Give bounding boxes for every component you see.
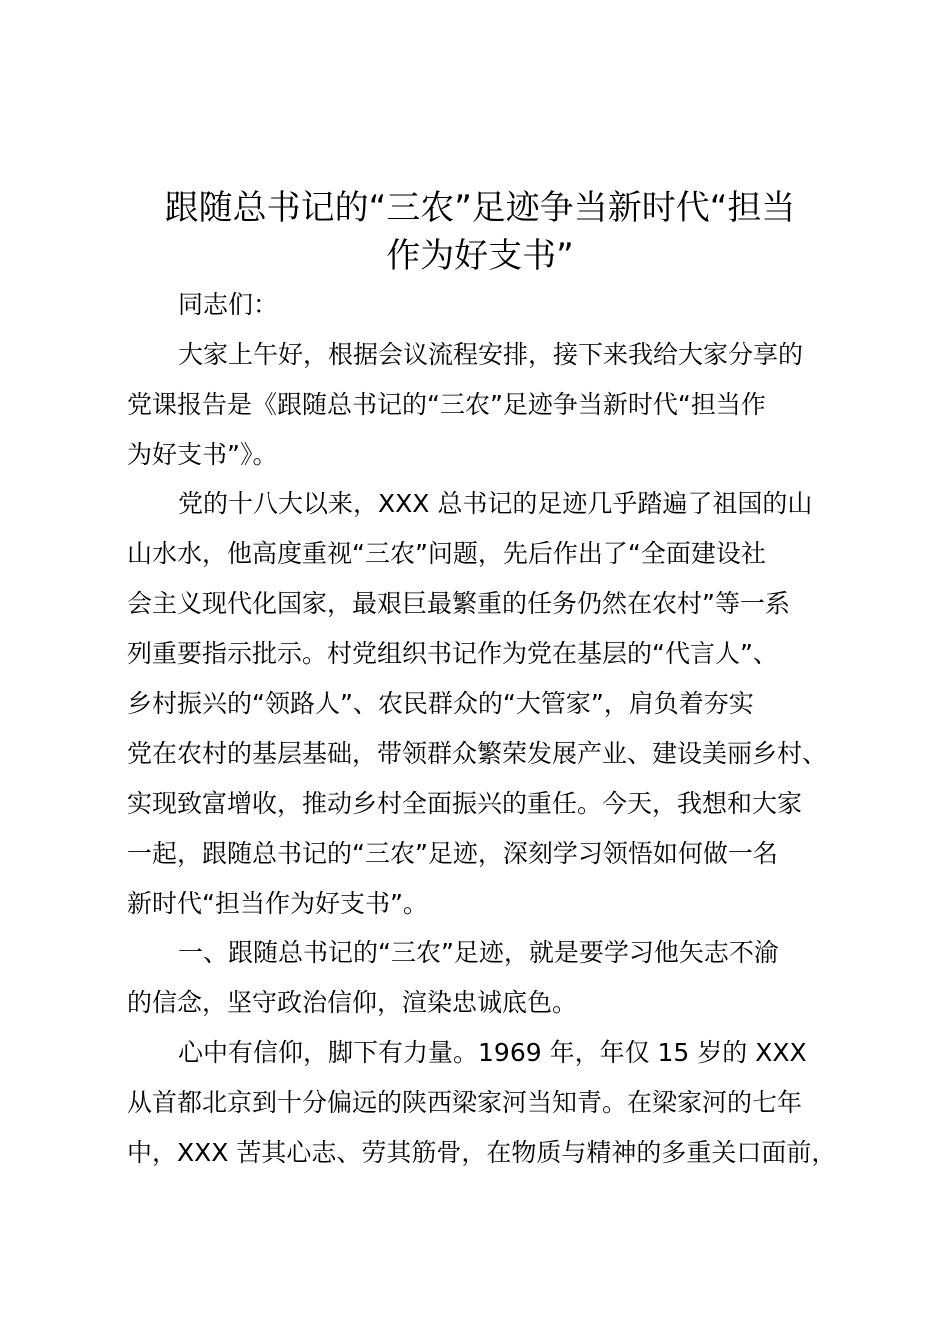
paragraph-line: 中，XXX 苦其心志、劳其筋骨，在物质与精神的多重关口面前， [127,1138,837,1167]
paragraph-line: 会主义现代化国家，最艰巨最繁重的任务仍然在农村”等一系 [127,589,790,618]
paragraph-line: 心中有信仰，脚下有力量。1969 年，年仅 15 岁的 XXX [178,1038,807,1067]
section-heading-line: 一、跟随总书记的“三农”足迹，就是要学习他矢志不渝 [178,938,779,967]
document-title-line-1: 跟随总书记的“三农”足迹争当新时代“担当 [164,188,796,228]
paragraph-line: 山水水，他高度重视“三农”问题，先后作出了“全面建设社 [127,539,766,568]
paragraph-line: 乡村振兴的“领路人”、农民群众的“大管家”，肩负着夯实 [127,689,754,718]
document-title-line-2: 作为好支书” [386,236,574,276]
paragraph-line: 大家上午好，根据会议流程安排，接下来我给大家分享的 [178,340,804,369]
greeting: 同志们： [178,290,279,319]
paragraph-line: 从首都北京到十分偏远的陕西梁家河当知青。在梁家河的七年 [127,1088,803,1117]
paragraph-line: 党课报告是《跟随总书记的“三农”足迹争当新时代“担当作 [127,390,766,419]
paragraph-line: 为好支书”》。 [127,440,278,469]
paragraph-line: 新时代“担当作为好支书”。 [127,889,428,918]
paragraph-line: 一起，跟随总书记的“三农”足迹，深刻学习领悟如何做一名 [127,839,778,868]
paragraph-line: 列重要指示批示。村党组织书记作为党在基层的“代言人”、 [127,639,778,668]
paragraph-line: 实现致富增收，推动乡村全面振兴的重任。今天，我想和大家 [127,789,803,818]
section-heading-line: 的信念，坚守政治信仰，渲染忠诚底色。 [127,988,578,1017]
paragraph-line: 党的十八大以来，XXX 总书记的足迹几乎踏遍了祖国的山 [178,489,813,518]
paragraph-line: 党在农村的基层基础，带领群众繁荣发展产业、建设美丽乡村、 [127,739,828,768]
